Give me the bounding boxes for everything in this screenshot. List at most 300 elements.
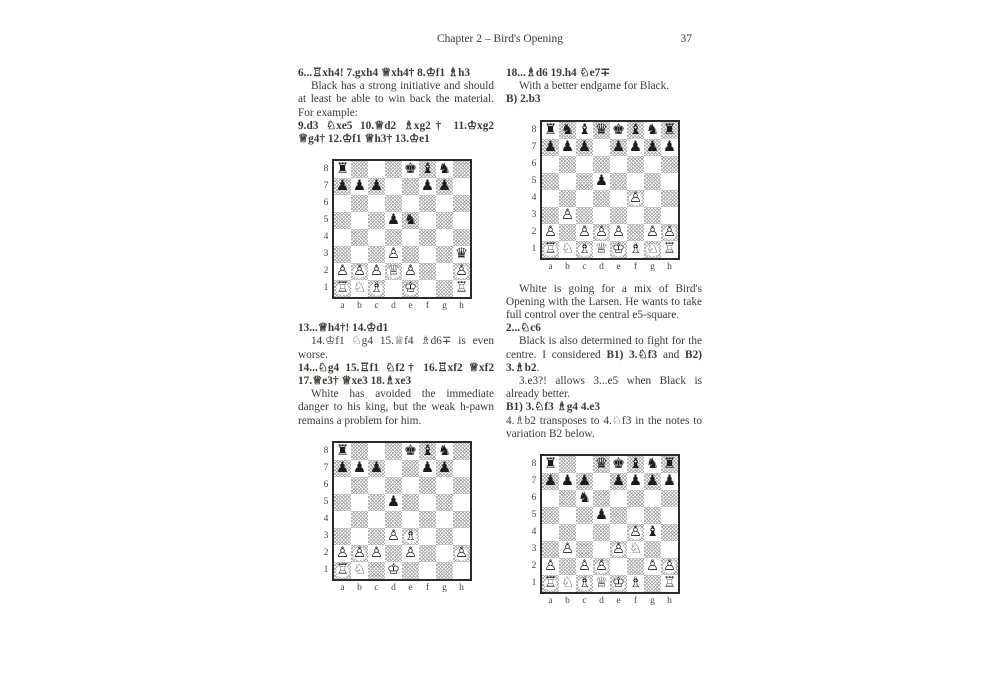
board-square xyxy=(593,122,610,139)
rank-label: 2 xyxy=(531,226,537,237)
black-queen-piece: ♛ xyxy=(595,121,608,138)
board-square xyxy=(610,490,627,507)
board-square xyxy=(402,460,419,477)
board-square xyxy=(644,456,661,473)
white-rook-piece: ♖ xyxy=(336,561,349,578)
board-square xyxy=(419,229,436,246)
board-square xyxy=(627,490,644,507)
board-square xyxy=(419,280,436,297)
black-pawn-piece: ♟ xyxy=(646,473,659,490)
file-label: h xyxy=(459,301,464,312)
board-square xyxy=(661,190,678,207)
board-square xyxy=(385,494,402,511)
board-square xyxy=(402,161,419,178)
white-pawn-piece: ♙ xyxy=(353,263,366,280)
board-square xyxy=(542,456,559,473)
black-rook-piece: ♜ xyxy=(544,456,557,473)
board-square xyxy=(436,263,453,280)
black-bishop-piece: ♝ xyxy=(578,121,591,138)
file-label: b xyxy=(357,582,362,593)
black-pawn-piece: ♟ xyxy=(595,507,608,524)
white-pawn-piece: ♙ xyxy=(353,544,366,561)
board-square xyxy=(334,229,351,246)
board-square xyxy=(576,575,593,592)
board-square xyxy=(368,511,385,528)
board-square xyxy=(661,122,678,139)
board-square xyxy=(627,456,644,473)
board-square xyxy=(610,558,627,575)
black-pawn-piece: ♟ xyxy=(561,473,574,490)
board-square xyxy=(661,524,678,541)
board-square xyxy=(436,477,453,494)
black-rook-piece: ♜ xyxy=(336,442,349,459)
white-bishop-piece: ♗ xyxy=(370,280,383,297)
board-square xyxy=(593,473,610,490)
board-square xyxy=(419,460,436,477)
white-bishop-piece: ♗ xyxy=(578,240,591,257)
board-square xyxy=(593,207,610,224)
board-square xyxy=(351,443,368,460)
rank-label: 6 xyxy=(531,158,537,169)
board-square xyxy=(402,494,419,511)
board-square xyxy=(610,456,627,473)
board-square xyxy=(644,224,661,241)
white-pawn-piece: ♙ xyxy=(336,544,349,561)
board-square xyxy=(436,229,453,246)
rank-label: 1 xyxy=(323,564,329,575)
white-knight-piece: ♘ xyxy=(561,240,574,257)
board-square xyxy=(385,246,402,263)
board-square xyxy=(368,528,385,545)
board-square xyxy=(368,494,385,511)
board-square xyxy=(402,178,419,195)
file-label: f xyxy=(633,596,638,607)
black-king-piece: ♚ xyxy=(404,161,417,178)
white-queen-piece: ♕ xyxy=(595,575,608,592)
board-square xyxy=(385,511,402,528)
file-label: e xyxy=(616,596,621,607)
black-pawn-piece: ♟ xyxy=(387,493,400,510)
black-pawn-piece: ♟ xyxy=(438,178,451,195)
variation-note: 14.♔f1 ♘g4 15.♕f4 ♗d6∓ is even worse. xyxy=(298,335,494,361)
rank-label: 2 xyxy=(323,266,329,277)
section-heading-b: B) 2.b3 xyxy=(506,93,541,106)
rank-label: 7 xyxy=(323,181,329,192)
board-square xyxy=(542,473,559,490)
board-square xyxy=(419,263,436,280)
board-square xyxy=(334,246,351,263)
board-square xyxy=(627,207,644,224)
white-pawn-piece: ♙ xyxy=(370,263,383,280)
chess-board xyxy=(332,159,472,299)
white-pawn-piece: ♙ xyxy=(663,223,676,240)
rank-label: 1 xyxy=(531,578,537,589)
rank-label: 2 xyxy=(323,547,329,558)
board-square xyxy=(576,490,593,507)
board-square xyxy=(559,507,576,524)
white-knight-piece: ♘ xyxy=(353,561,366,578)
board-square xyxy=(644,575,661,592)
rank-label: 4 xyxy=(531,527,537,538)
board-square xyxy=(402,263,419,280)
white-queen-piece: ♕ xyxy=(595,240,608,257)
board-square xyxy=(542,524,559,541)
file-labels xyxy=(542,595,680,608)
white-king-piece: ♔ xyxy=(612,575,625,592)
white-pawn-piece: ♙ xyxy=(561,541,574,558)
board-square xyxy=(368,477,385,494)
file-label: c xyxy=(374,301,379,312)
black-king-piece: ♚ xyxy=(612,456,625,473)
white-pawn-piece: ♙ xyxy=(646,223,659,240)
black-king-piece: ♚ xyxy=(404,442,417,459)
board-square xyxy=(334,545,351,562)
board-square xyxy=(385,562,402,579)
board-square xyxy=(610,541,627,558)
board-square xyxy=(627,507,644,524)
board-square xyxy=(627,575,644,592)
board-square xyxy=(610,156,627,173)
white-bishop-piece: ♗ xyxy=(404,527,417,544)
board-square xyxy=(593,224,610,241)
board-square xyxy=(351,246,368,263)
board-square xyxy=(419,212,436,229)
black-pawn-piece: ♟ xyxy=(370,459,383,476)
paragraph: White has avoided the immediate danger to his king, but the weak h-pawn remains a problem for him. xyxy=(298,388,494,427)
white-knight-piece: ♘ xyxy=(629,541,642,558)
board-square xyxy=(542,173,559,190)
board-square xyxy=(559,241,576,258)
board-square xyxy=(402,443,419,460)
variation-note: 3.e3?! allows 3...e5 when Black is already better. xyxy=(506,375,702,401)
file-label: b xyxy=(565,261,570,272)
chess-diagram-3 xyxy=(528,120,680,274)
board-square xyxy=(385,477,402,494)
board-square xyxy=(453,161,470,178)
board-square xyxy=(593,456,610,473)
move-line: 6...♖xh4! 7.gxh4 ♕xh4† 8.♔f1 ♗h3 xyxy=(298,67,471,79)
board-square xyxy=(419,494,436,511)
black-king-piece: ♚ xyxy=(612,121,625,138)
black-knight-piece: ♞ xyxy=(438,442,451,459)
black-bishop-piece: ♝ xyxy=(646,524,659,541)
white-pawn-piece: ♙ xyxy=(404,263,417,280)
board-square xyxy=(576,156,593,173)
board-square xyxy=(576,122,593,139)
board-square xyxy=(385,229,402,246)
move-line: 9.d3 ♘xe5 10.♕d2 ♗xg2† 11.♔xg2 ♕g4† 12.♔f1 ♕h3† 13.♔e1 xyxy=(298,119,494,146)
white-pawn-piece: ♙ xyxy=(455,544,468,561)
board-square xyxy=(351,460,368,477)
board-square xyxy=(351,178,368,195)
chess-board xyxy=(540,120,680,260)
black-knight-piece: ♞ xyxy=(578,490,591,507)
board-square xyxy=(542,207,559,224)
board-square xyxy=(627,173,644,190)
white-pawn-piece: ♙ xyxy=(663,558,676,575)
board-square xyxy=(559,456,576,473)
board-square xyxy=(593,139,610,156)
rank-label: 5 xyxy=(323,496,329,507)
board-square xyxy=(453,545,470,562)
black-pawn-piece: ♟ xyxy=(578,473,591,490)
board-square xyxy=(610,173,627,190)
rank-label: 3 xyxy=(531,209,537,220)
board-square xyxy=(559,173,576,190)
file-label: f xyxy=(633,261,638,272)
board-square xyxy=(644,558,661,575)
board-square xyxy=(453,562,470,579)
board-square xyxy=(436,443,453,460)
board-square xyxy=(542,190,559,207)
page-header xyxy=(298,32,702,46)
board-square xyxy=(661,541,678,558)
board-square xyxy=(661,156,678,173)
file-label: a xyxy=(340,582,345,593)
board-square xyxy=(334,212,351,229)
black-pawn-piece: ♟ xyxy=(578,138,591,155)
rank-label: 5 xyxy=(323,215,329,226)
board-square xyxy=(593,490,610,507)
rank-label: 8 xyxy=(323,445,329,456)
rank-label: 7 xyxy=(531,141,537,152)
white-bishop-piece: ♗ xyxy=(629,240,642,257)
board-square xyxy=(436,494,453,511)
board-square xyxy=(593,156,610,173)
board-square xyxy=(351,263,368,280)
board-square xyxy=(368,195,385,212)
black-pawn-piece: ♟ xyxy=(421,178,434,195)
board-square xyxy=(436,511,453,528)
board-square xyxy=(402,212,419,229)
board-square xyxy=(385,528,402,545)
board-square xyxy=(402,511,419,528)
board-square xyxy=(661,456,678,473)
file-label: g xyxy=(442,301,447,312)
file-label: d xyxy=(599,261,604,272)
board-square xyxy=(419,511,436,528)
board-square xyxy=(385,460,402,477)
board-square xyxy=(419,161,436,178)
board-square xyxy=(627,122,644,139)
board-square xyxy=(334,443,351,460)
board-square xyxy=(644,507,661,524)
white-rook-piece: ♖ xyxy=(455,280,468,297)
rank-label: 7 xyxy=(531,476,537,487)
file-label: g xyxy=(442,582,447,593)
rank-label: 6 xyxy=(323,479,329,490)
board-square xyxy=(334,195,351,212)
white-rook-piece: ♖ xyxy=(544,575,557,592)
board-square xyxy=(593,575,610,592)
board-square xyxy=(644,156,661,173)
black-pawn-piece: ♟ xyxy=(544,473,557,490)
white-rook-piece: ♖ xyxy=(663,575,676,592)
board-square xyxy=(436,178,453,195)
rank-label: 3 xyxy=(323,249,329,260)
board-square xyxy=(610,241,627,258)
board-square xyxy=(453,195,470,212)
board-square xyxy=(576,241,593,258)
board-square xyxy=(368,545,385,562)
black-pawn-piece: ♟ xyxy=(629,138,642,155)
board-square xyxy=(385,161,402,178)
board-square xyxy=(627,190,644,207)
right-column xyxy=(506,67,702,617)
black-pawn-piece: ♟ xyxy=(663,473,676,490)
board-square xyxy=(644,139,661,156)
board-square xyxy=(368,460,385,477)
black-knight-piece: ♞ xyxy=(438,161,451,178)
white-rook-piece: ♖ xyxy=(336,280,349,297)
board-square xyxy=(436,528,453,545)
board-square xyxy=(542,224,559,241)
board-square xyxy=(644,190,661,207)
white-bishop-piece: ♗ xyxy=(578,575,591,592)
board-square xyxy=(453,511,470,528)
rank-label: 4 xyxy=(323,232,329,243)
file-label: h xyxy=(667,596,672,607)
black-queen-piece: ♛ xyxy=(455,246,468,263)
board-square xyxy=(593,241,610,258)
chess-diagram-1 xyxy=(320,159,472,313)
board-square xyxy=(542,558,559,575)
board-square xyxy=(576,524,593,541)
board-square xyxy=(610,524,627,541)
board-square xyxy=(419,477,436,494)
board-square xyxy=(402,246,419,263)
white-pawn-piece: ♙ xyxy=(455,263,468,280)
file-label: d xyxy=(391,582,396,593)
board-square xyxy=(593,507,610,524)
board-square xyxy=(559,524,576,541)
board-square xyxy=(368,280,385,297)
board-square xyxy=(368,161,385,178)
board-square xyxy=(334,562,351,579)
file-label: c xyxy=(582,261,587,272)
board-square xyxy=(542,156,559,173)
paragraph-text: . xyxy=(536,361,540,374)
board-square xyxy=(419,443,436,460)
rank-label: 4 xyxy=(323,513,329,524)
file-label: f xyxy=(425,301,430,312)
board-square xyxy=(402,195,419,212)
board-square xyxy=(627,156,644,173)
white-knight-piece: ♘ xyxy=(561,575,574,592)
chapter-title: Chapter 2 – Bird's Opening xyxy=(436,33,563,45)
board-square xyxy=(644,490,661,507)
black-pawn-piece: ♟ xyxy=(336,459,349,476)
black-pawn-piece: ♟ xyxy=(663,138,676,155)
white-rook-piece: ♖ xyxy=(663,240,676,257)
board-square xyxy=(453,443,470,460)
board-square xyxy=(385,212,402,229)
board-square xyxy=(402,528,419,545)
board-square xyxy=(576,558,593,575)
file-label: c xyxy=(374,582,379,593)
board-square xyxy=(334,161,351,178)
board-square xyxy=(627,524,644,541)
board-square xyxy=(368,443,385,460)
board-square xyxy=(610,190,627,207)
rank-label: 4 xyxy=(531,192,537,203)
file-label: h xyxy=(459,582,464,593)
board-square xyxy=(453,528,470,545)
board-square xyxy=(610,473,627,490)
board-square xyxy=(351,545,368,562)
white-pawn-piece: ♙ xyxy=(387,246,400,263)
white-pawn-piece: ♙ xyxy=(561,206,574,223)
board-square xyxy=(351,494,368,511)
white-pawn-piece: ♙ xyxy=(646,558,659,575)
board-square xyxy=(368,212,385,229)
board-square xyxy=(402,477,419,494)
board-square xyxy=(661,207,678,224)
black-pawn-piece: ♟ xyxy=(370,178,383,195)
board-square xyxy=(661,224,678,241)
board-square xyxy=(334,263,351,280)
black-pawn-piece: ♟ xyxy=(629,473,642,490)
white-bishop-piece: ♗ xyxy=(629,575,642,592)
board-square xyxy=(559,558,576,575)
board-square xyxy=(576,207,593,224)
board-square xyxy=(419,562,436,579)
black-pawn-piece: ♟ xyxy=(544,138,557,155)
board-square xyxy=(644,241,661,258)
paragraph: White is going for a mix of Bird's Opening with the Larsen. He wants to take full control over the central e5-square. xyxy=(506,282,702,322)
board-square xyxy=(593,541,610,558)
paragraph-text: Black is also determined to fight for the centre. I considered xyxy=(506,335,702,361)
file-label: d xyxy=(599,596,604,607)
rank-labels xyxy=(320,159,332,299)
board-square xyxy=(419,545,436,562)
board-square xyxy=(559,575,576,592)
white-pawn-piece: ♙ xyxy=(612,541,625,558)
board-square xyxy=(351,528,368,545)
board-square xyxy=(627,558,644,575)
file-label: a xyxy=(340,301,345,312)
board-square xyxy=(334,280,351,297)
board-square xyxy=(542,507,559,524)
rank-label: 6 xyxy=(323,198,329,209)
white-pawn-piece: ♙ xyxy=(612,223,625,240)
board-square xyxy=(559,190,576,207)
board-square xyxy=(351,195,368,212)
board-square xyxy=(419,246,436,263)
board-square xyxy=(576,224,593,241)
black-bishop-piece: ♝ xyxy=(421,442,434,459)
white-pawn-piece: ♙ xyxy=(629,189,642,206)
board-square xyxy=(661,241,678,258)
board-square xyxy=(576,541,593,558)
white-pawn-piece: ♙ xyxy=(544,558,557,575)
rank-label: 8 xyxy=(531,124,537,135)
black-pawn-piece: ♟ xyxy=(336,178,349,195)
board-square xyxy=(593,524,610,541)
variation-label-b1: B1) 3.♘f3 xyxy=(606,348,658,361)
board-square xyxy=(644,524,661,541)
board-square xyxy=(453,246,470,263)
white-king-piece: ♔ xyxy=(387,561,400,578)
board-square xyxy=(453,477,470,494)
board-square xyxy=(644,541,661,558)
board-square xyxy=(644,122,661,139)
chess-diagram-4 xyxy=(528,454,680,608)
board-square xyxy=(576,190,593,207)
board-square xyxy=(453,178,470,195)
white-pawn-piece: ♙ xyxy=(404,544,417,561)
board-square xyxy=(610,507,627,524)
